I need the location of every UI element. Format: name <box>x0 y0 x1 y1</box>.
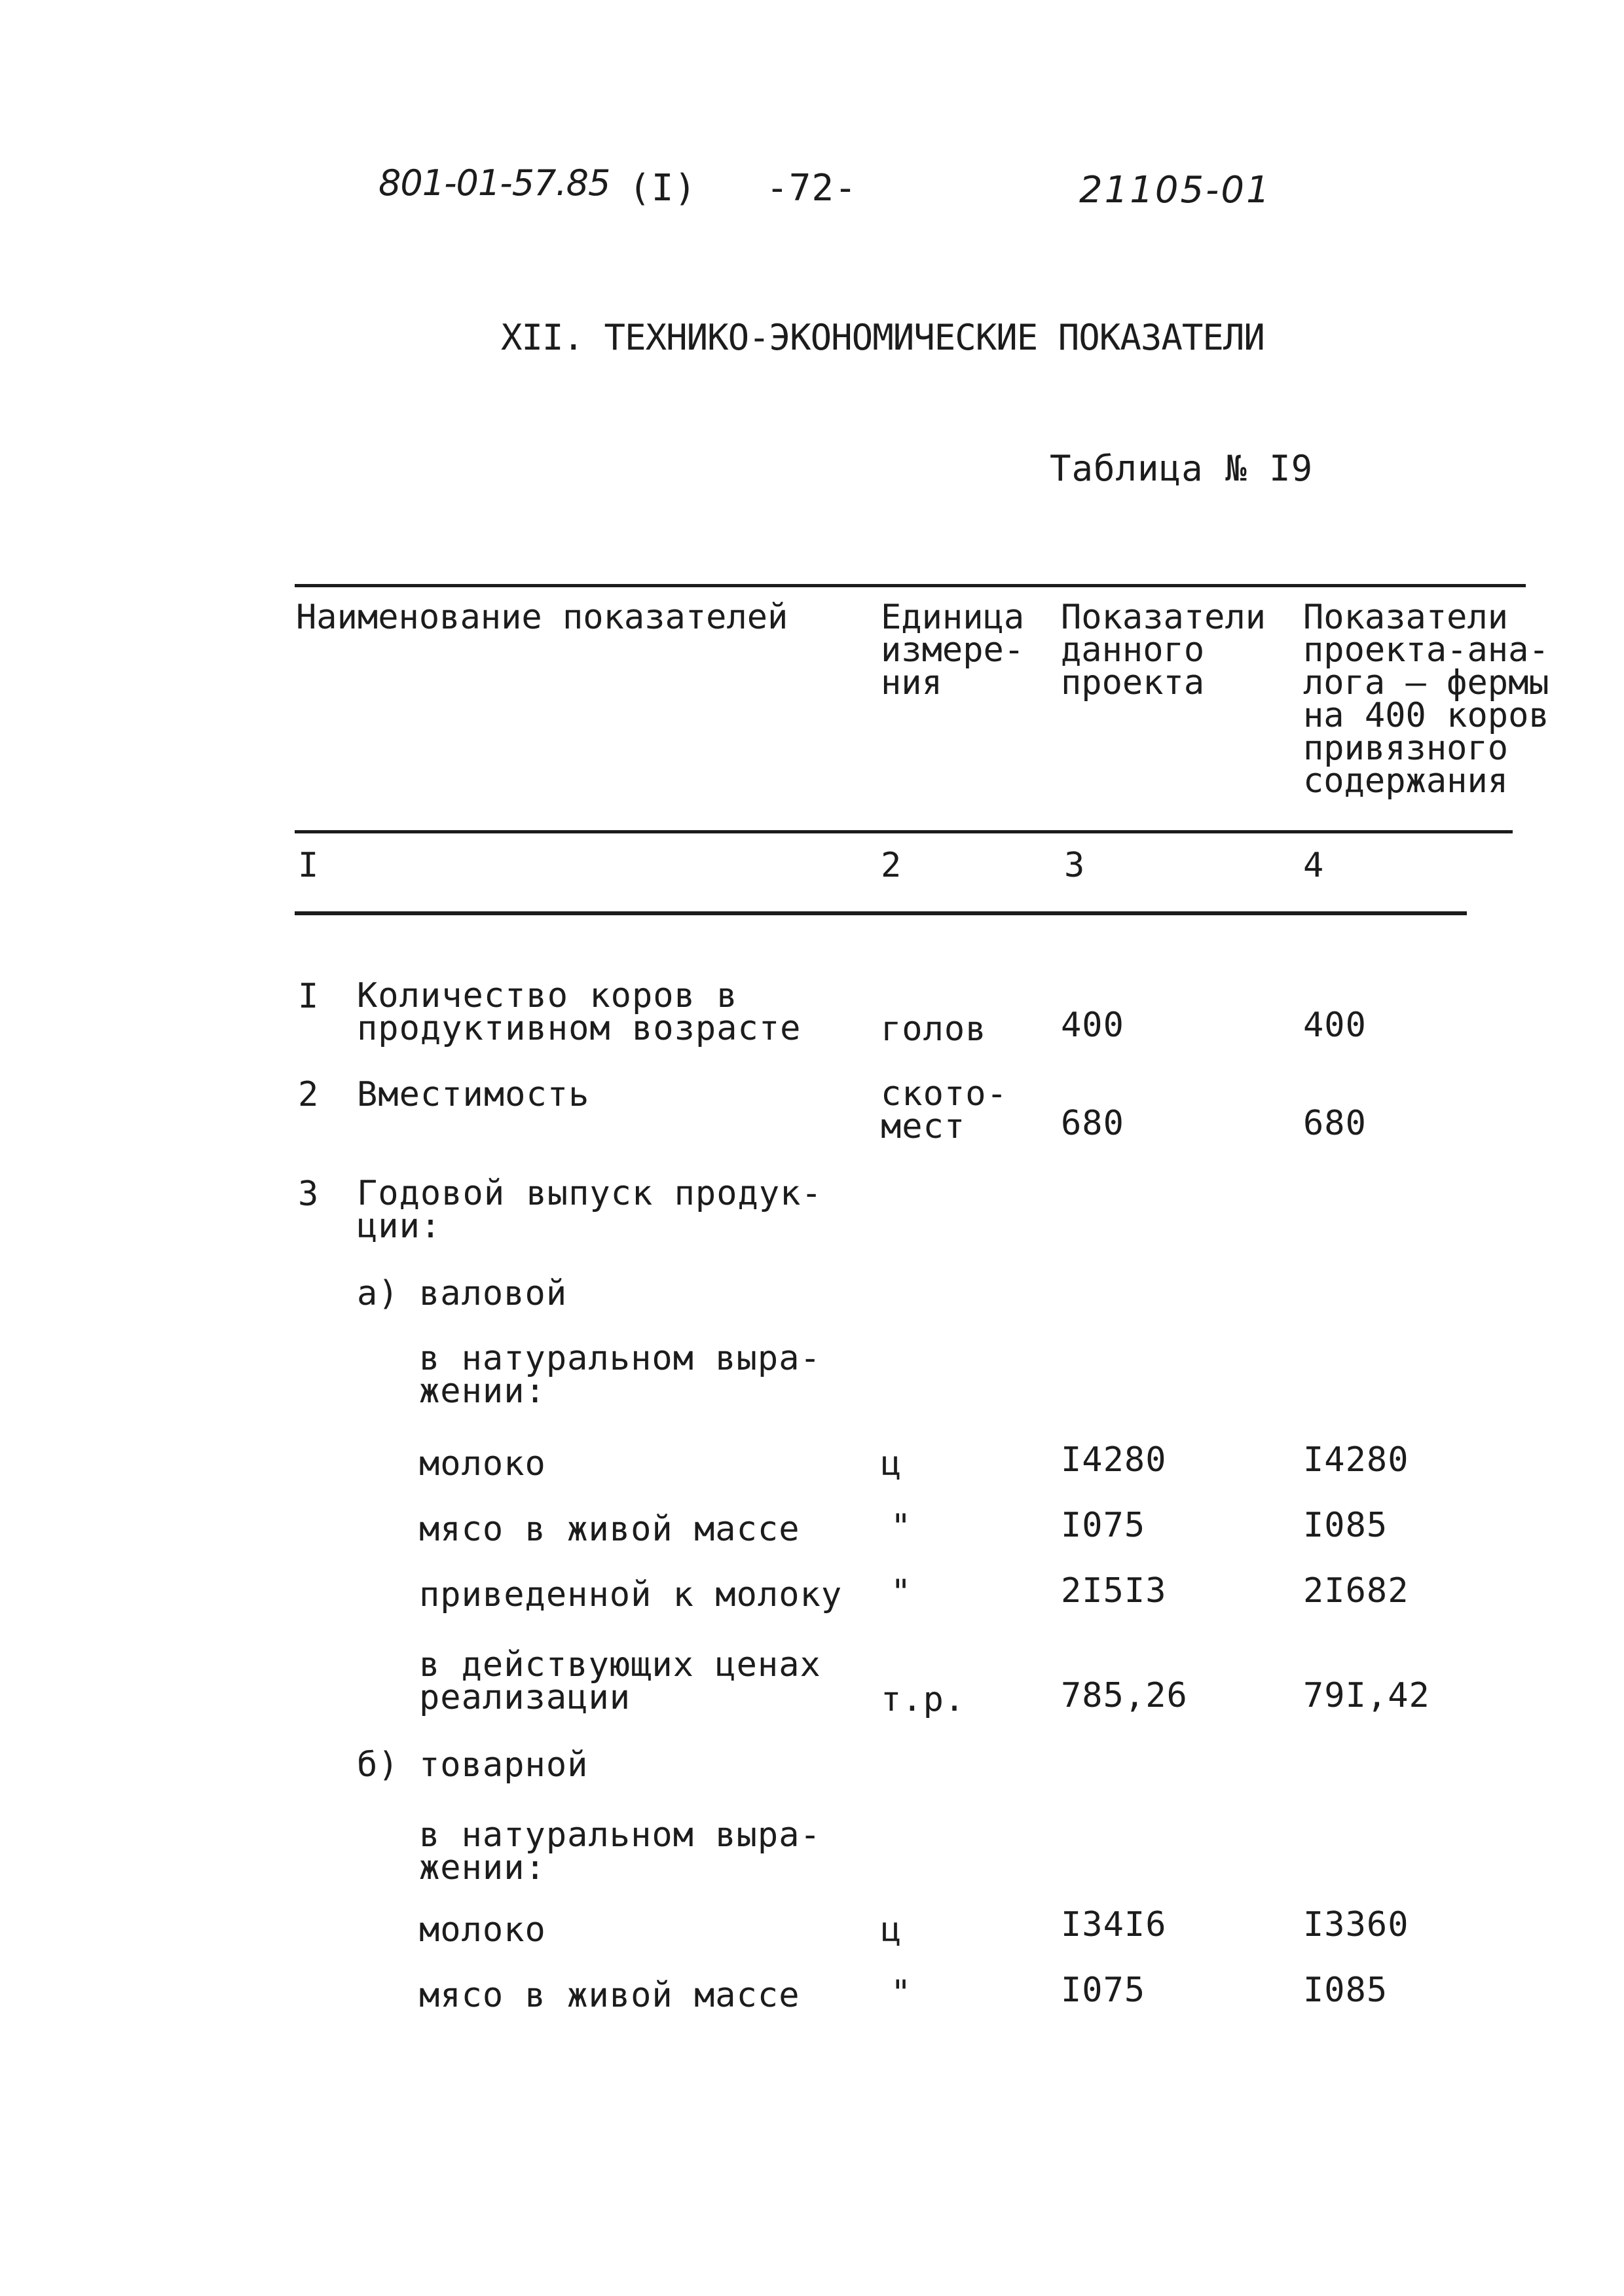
row-project-value: 2I5I3 <box>1061 1571 1167 1611</box>
page-number: -72- <box>766 167 857 210</box>
row-analog-value: 2I682 <box>1303 1571 1409 1611</box>
row-analog-value: I085 <box>1303 1971 1388 2010</box>
row-number: I <box>298 977 320 1016</box>
row-label: мясо в живой массе <box>419 1976 800 2015</box>
row-label: Количество коров в продуктивном возрасте <box>357 976 802 1048</box>
row-project-value: I34I6 <box>1061 1905 1167 1944</box>
row-analog-value: I3360 <box>1303 1905 1409 1944</box>
row-label: молоко <box>419 1910 546 1950</box>
row-unit: " <box>891 1573 912 1612</box>
row-label: Годовой выпуск продук- ции: <box>357 1174 822 1246</box>
row-label: в натуральном выра- жении: <box>419 1339 821 1411</box>
table-label: Таблица № I9 <box>1050 448 1314 489</box>
row-unit: ц <box>881 1444 902 1484</box>
row-analog-value: 79I,42 <box>1303 1676 1430 1715</box>
column-number-3: 3 <box>1064 846 1086 885</box>
row-analog-value: 400 <box>1303 1006 1367 1045</box>
row-number: 2 <box>298 1075 320 1114</box>
row-unit: т.р. <box>881 1680 966 1719</box>
row-analog-value: 680 <box>1303 1104 1367 1143</box>
row-number: 3 <box>298 1175 320 1214</box>
column-header-analog: Показатели проекта-ана- лога – фермы на 400 коров привязного содержания <box>1303 598 1549 801</box>
subsection-label: товарной <box>419 1745 589 1785</box>
document-code: 801-01-57.85 <box>378 162 610 204</box>
column-number-1: I <box>298 846 320 885</box>
row-project-value: I075 <box>1061 1506 1146 1545</box>
row-project-value: 400 <box>1061 1006 1124 1045</box>
column-number-4: 4 <box>1303 846 1325 885</box>
section-title: XII. ТЕХНИКО-ЭКОНОМИЧЕСКИЕ ПОКАЗАТЕЛИ <box>501 317 1264 358</box>
row-unit: " <box>891 1973 912 2013</box>
column-number-2: 2 <box>881 846 902 885</box>
column-numbers-rule <box>295 911 1467 915</box>
row-label: в натуральном выра- жении: <box>419 1815 821 1887</box>
row-unit: ското- мест <box>881 1074 1008 1146</box>
column-header-project: Показатели данного проекта <box>1061 598 1266 702</box>
subsection-marker: б) <box>357 1745 399 1785</box>
row-label: мясо в живой массе <box>419 1510 800 1549</box>
table-top-rule <box>295 584 1526 587</box>
volume-number: (I) <box>629 167 697 210</box>
row-project-value: 680 <box>1061 1104 1124 1143</box>
row-label: приведенной к молоку <box>419 1575 843 1614</box>
archive-number: 21105-01 <box>1079 169 1272 211</box>
row-unit: ц <box>881 1910 902 1950</box>
row-project-value: 785,26 <box>1061 1676 1188 1715</box>
row-analog-value: I085 <box>1303 1506 1388 1545</box>
subsection-marker: а) <box>357 1274 399 1313</box>
column-header-unit: Единица измере- ния <box>881 598 1025 702</box>
row-label: Вместимость <box>357 1075 590 1114</box>
subsection-label: валовой <box>419 1274 568 1313</box>
row-project-value: I075 <box>1061 1971 1146 2010</box>
column-header-name: Наименование показателей <box>296 598 788 637</box>
row-project-value: I4280 <box>1061 1440 1167 1480</box>
row-label: в действующих ценах реализации <box>419 1645 821 1717</box>
row-unit: " <box>891 1507 912 1546</box>
row-label: молоко <box>419 1444 546 1484</box>
header-bottom-rule <box>295 830 1513 833</box>
row-analog-value: I4280 <box>1303 1440 1409 1480</box>
row-unit: голов <box>881 1010 987 1049</box>
